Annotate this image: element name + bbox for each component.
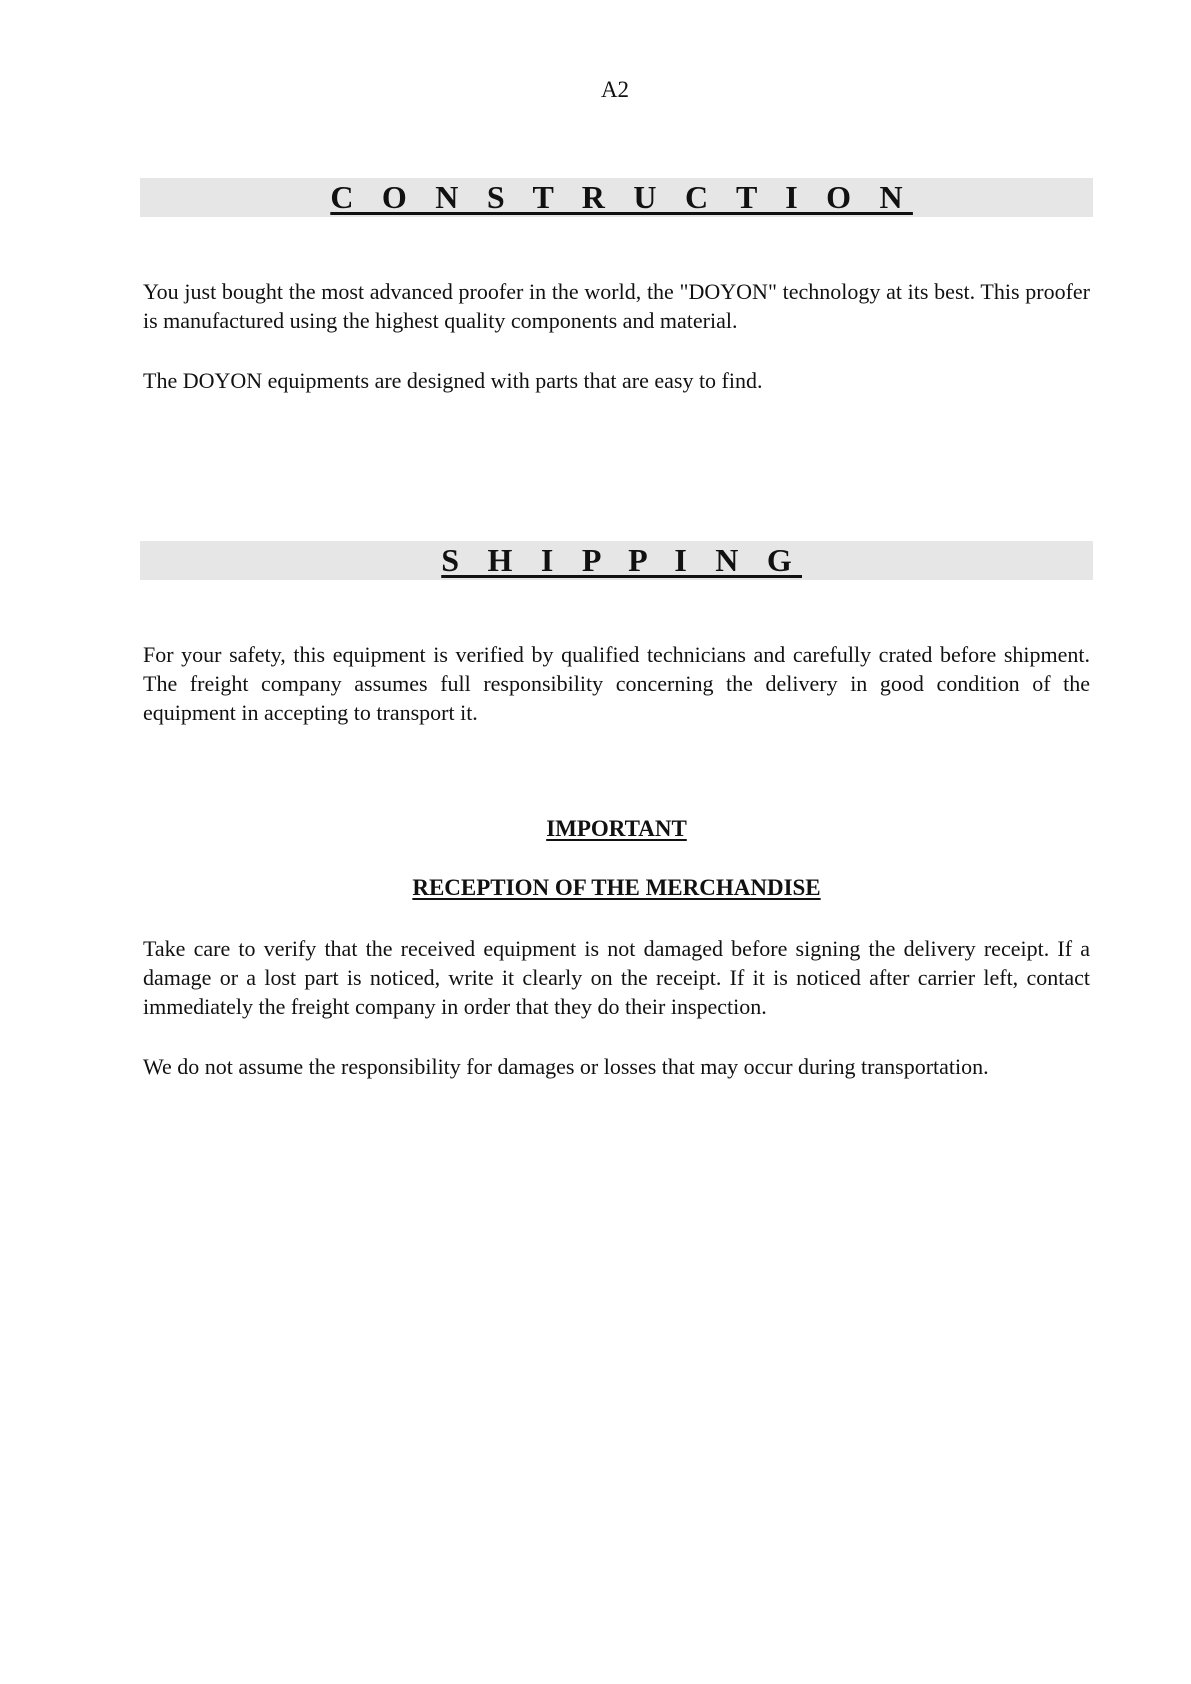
reception-paragraph-2: We do not assume the responsibility for damages or losses that may occur during transportation. bbox=[143, 1054, 989, 1079]
page-number: A2 bbox=[600, 77, 630, 102]
shipping-heading: S H I P P I N G bbox=[441, 542, 802, 578]
construction-paragraph-2: The DOYON equipments are designed with parts that are easy to find. bbox=[143, 368, 763, 393]
important-heading: IMPORTANT bbox=[546, 816, 687, 841]
construction-heading: C O N S T R U C T I O N bbox=[330, 179, 913, 215]
shipping-heading-bar bbox=[140, 541, 1093, 580]
shipping-paragraph-1: For your safety, this equipment is verified by qualified technicians and carefully crated before shipment. The freight company assumes full responsibility concerning the delivery in good condition of the equipment in accepting to transport it. bbox=[143, 642, 1090, 725]
construction-paragraph-1: You just bought the most advanced proofer in the world, the "DOYON" technology at its best. This proofer is manufactured using the highest quality components and material. bbox=[143, 279, 1090, 333]
reception-subheading: RECEPTION OF THE MERCHANDISE bbox=[412, 875, 821, 900]
reception-paragraph-1: Take care to verify that the received equipment is not damaged before signing the delivery receipt. If a damage or a lost part is noticed, write it clearly on the receipt. If it is noticed after carrier left, contact immediately the freight company in order that they do their inspection. bbox=[143, 936, 1090, 1019]
construction-heading-bar bbox=[140, 178, 1093, 217]
